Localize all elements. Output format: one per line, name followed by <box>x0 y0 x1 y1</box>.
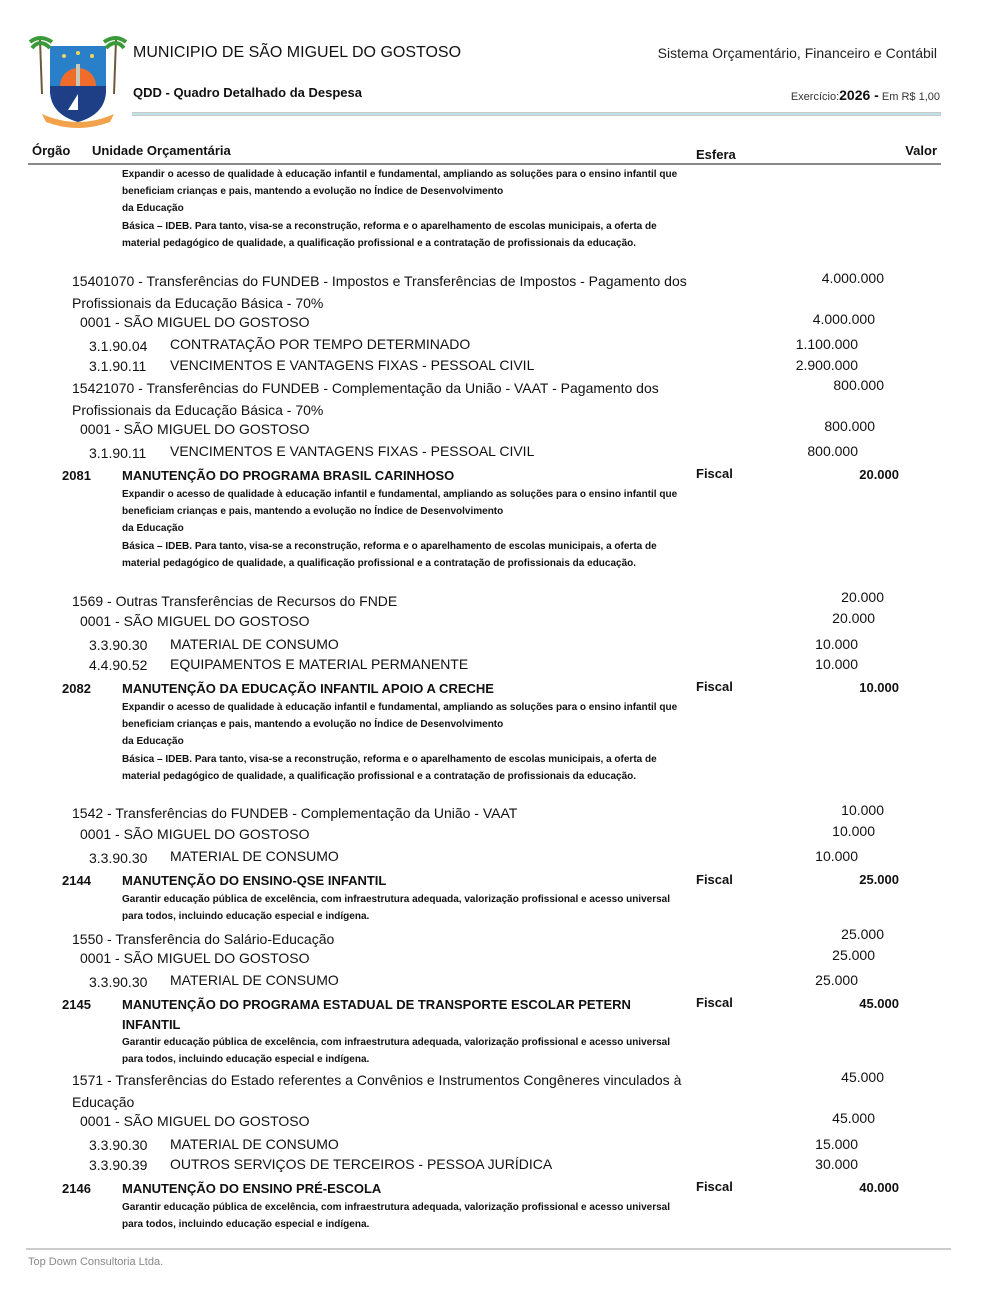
system-name: Sistema Orçamentário, Financeiro e Contábil <box>657 45 937 61</box>
expense-element-value: 800.000 <box>807 443 858 459</box>
budget-unit: 0001 - SÃO MIGUEL DO GOSTOSO <box>80 826 310 842</box>
action-esfera: Fiscal <box>696 466 733 481</box>
municipality-coat-of-arms-logo <box>28 34 128 128</box>
action-code: 2082 <box>62 681 91 696</box>
budget-unit: 0001 - SÃO MIGUEL DO GOSTOSO <box>80 421 310 437</box>
expense-element-code: 3.1.90.04 <box>89 338 148 354</box>
action-description: Garantir educação pública de excelência, com infraestrutura adequada, valorização profissional e acesso universal para todos, incluindo educação especial e indígena. <box>122 1037 670 1066</box>
action-value: 20.000 <box>859 467 899 482</box>
expense-element-code: 3.3.90.30 <box>89 1137 148 1153</box>
expense-element-name: MATERIAL DE CONSUMO <box>170 972 339 988</box>
column-header-unidade: Unidade Orçamentária <box>92 143 231 158</box>
budget-unit: 0001 - SÃO MIGUEL DO GOSTOSO <box>80 613 310 629</box>
resource-source-value: 4.000.000 <box>821 270 884 286</box>
expense-element-value: 25.000 <box>815 972 858 988</box>
expense-element-name: OUTROS SERVIÇOS DE TERCEIROS - PESSOA JURÍDICA <box>170 1156 553 1172</box>
expense-element-name: MATERIAL DE CONSUMO <box>170 1136 339 1152</box>
budget-unit-value: 25.000 <box>832 947 875 963</box>
action-name: MANUTENÇÃO DO PROGRAMA BRASIL CARINHOSO <box>122 468 455 483</box>
expense-element-code: 3.3.90.30 <box>89 850 148 866</box>
expense-element-name: CONTRATAÇÃO POR TEMPO DETERMINADO <box>170 336 471 352</box>
header-divider <box>132 112 941 116</box>
column-header-valor: Valor <box>905 143 937 158</box>
exercicio-label: Exercício: <box>790 91 840 103</box>
expense-element-code: 3.1.90.11 <box>89 445 147 461</box>
expense-element-name: EQUIPAMENTOS E MATERIAL PERMANENTE <box>170 656 469 672</box>
resource-source: 1569 - Outras Transferências de Recursos do FNDE <box>72 593 398 609</box>
expense-element-code: 3.3.90.39 <box>89 1157 148 1173</box>
budget-unit: 0001 - SÃO MIGUEL DO GOSTOSO <box>80 950 310 966</box>
expense-element-value: 10.000 <box>815 656 858 672</box>
municipality-name: MUNICIPIO DE SÃO MIGUEL DO GOSTOSO <box>133 44 462 61</box>
action-value: 10.000 <box>859 680 899 695</box>
exercicio-year: 2026 - <box>839 87 879 103</box>
action-value: 25.000 <box>859 872 899 887</box>
column-header-orgao: Órgão <box>32 143 71 158</box>
expense-element-code: 3.1.90.11 <box>89 358 147 374</box>
expense-element-value: 1.100.000 <box>795 336 858 352</box>
budget-unit-value: 800.000 <box>824 418 875 434</box>
resource-source: 15421070 - Transferências do FUNDEB - Complementação da União - VAAT - Pagamento dos Profissionais da Educação Básica - 70% <box>72 380 659 418</box>
action-name: MANUTENÇÃO DO ENSINO PRÉ-ESCOLA <box>122 1181 382 1196</box>
action-description: Expandir o acesso de qualidade à educação infantil e fundamental, ampliando as soluções para o ensino infantil que beneficiam crianças e pais, mantendo a evolução no Índice de Desenvolvimento da Educação Básica – IDEB. Para tanto, visa-se a reconstrução, reforma e o aparelhamento de escolas municipais, a oferta de material pedagógico de qualidade, a qualificação profissional e a contratação de profissionais da educação. <box>122 702 678 782</box>
action-description: Expandir o acesso de qualidade à educação infantil e fundamental, ampliando as soluções para o ensino infantil que beneficiam crianças e pais, mantendo a evolução no Índice de Desenvolvimento da Educação Básica – IDEB. Para tanto, visa-se a reconstrução, reforma e o aparelhamento de escolas municipais, a oferta de material pedagógico de qualidade, a qualificação profissional e a contratação de profissionais da educação. <box>122 489 678 569</box>
footer-divider <box>26 1248 951 1250</box>
action-description: Expandir o acesso de qualidade à educação infantil e fundamental, ampliando as soluções para o ensino infantil que beneficiam crianças e pais, mantendo a evolução no Índice de Desenvolvimento da Educação Básica – IDEB. Para tanto, visa-se a reconstrução, reforma e o aparelhamento de escolas municipais, a oferta de material pedagógico de qualidade, a qualificação profissional e a contratação de profissionais da educação. <box>122 169 678 249</box>
column-header-divider <box>28 163 941 165</box>
expense-element-name: VENCIMENTOS E VANTAGENS FIXAS - PESSOAL CIVIL <box>170 357 535 373</box>
action-name: MANUTENÇÃO DA EDUCAÇÃO INFANTIL APOIO A CRECHE <box>122 681 494 696</box>
resource-source: 15401070 - Transferências do FUNDEB - Impostos e Transferências de Impostos - Pagamento dos Profissionais da Educação Básica - 70% <box>72 273 687 311</box>
action-description: Garantir educação pública de excelência, com infraestrutura adequada, valorização profissional e acesso universal para todos, incluindo educação especial e indígena. <box>122 1202 670 1231</box>
action-code: 2144 <box>62 873 91 888</box>
resource-source: 1542 - Transferências do FUNDEB - Complementação da União - VAAT <box>72 805 518 821</box>
expense-element-code: 4.4.90.52 <box>89 657 148 673</box>
expense-element-name: MATERIAL DE CONSUMO <box>170 848 339 864</box>
budget-unit-value: 10.000 <box>832 823 875 839</box>
resource-source-value: 800.000 <box>833 377 884 393</box>
resource-source: 1571 - Transferências do Estado referentes a Convênios e Instrumentos Congêneres vinculados à Educação <box>72 1072 682 1110</box>
expense-element-value: 10.000 <box>815 636 858 652</box>
report-title: QDD - Quadro Detalhado da Despesa <box>133 85 362 100</box>
action-value: 45.000 <box>859 996 899 1011</box>
fiscal-year-info <box>791 87 940 103</box>
footer-company: Top Down Consultoria Ltda. <box>28 1256 164 1268</box>
expense-element-name: VENCIMENTOS E VANTAGENS FIXAS - PESSOAL CIVIL <box>170 443 535 459</box>
action-esfera: Fiscal <box>696 1179 733 1194</box>
expense-element-value: 2.900.000 <box>795 357 858 373</box>
budget-unit-value: 4.000.000 <box>812 311 875 327</box>
action-esfera: Fiscal <box>696 995 733 1010</box>
action-name: MANUTENÇÃO DO PROGRAMA ESTADUAL DE TRANSPORTE ESCOLAR PETERN INFANTIL <box>122 997 631 1032</box>
resource-source-value: 25.000 <box>841 926 884 942</box>
resource-source: 1550 - Transferência do Salário-Educação <box>72 931 335 947</box>
expense-element-value: 15.000 <box>815 1136 858 1152</box>
budget-unit: 0001 - SÃO MIGUEL DO GOSTOSO <box>80 1113 310 1129</box>
action-code: 2146 <box>62 1181 91 1196</box>
action-esfera: Fiscal <box>696 679 733 694</box>
expense-element-value: 30.000 <box>815 1156 858 1172</box>
expense-element-value: 10.000 <box>815 848 858 864</box>
currency-label: Em R$ 1,00 <box>881 91 940 103</box>
action-description: Garantir educação pública de excelência, com infraestrutura adequada, valorização profissional e acesso universal para todos, incluindo educação especial e indígena. <box>122 894 670 923</box>
expense-element-code: 3.3.90.30 <box>89 637 148 653</box>
resource-source-value: 10.000 <box>841 802 884 818</box>
action-esfera: Fiscal <box>696 872 733 887</box>
resource-source-value: 20.000 <box>841 589 884 605</box>
column-header-esfera: Esfera <box>696 147 736 162</box>
budget-unit-value: 20.000 <box>832 610 875 626</box>
expense-element-code: 3.3.90.30 <box>89 974 148 990</box>
expense-element-name: MATERIAL DE CONSUMO <box>170 636 339 652</box>
resource-source-value: 45.000 <box>841 1069 884 1085</box>
action-name: MANUTENÇÃO DO ENSINO-QSE INFANTIL <box>122 873 387 888</box>
budget-unit: 0001 - SÃO MIGUEL DO GOSTOSO <box>80 314 310 330</box>
action-code: 2145 <box>62 997 91 1012</box>
action-code: 2081 <box>62 468 91 483</box>
budget-unit-value: 45.000 <box>832 1110 875 1126</box>
action-value: 40.000 <box>859 1180 899 1195</box>
